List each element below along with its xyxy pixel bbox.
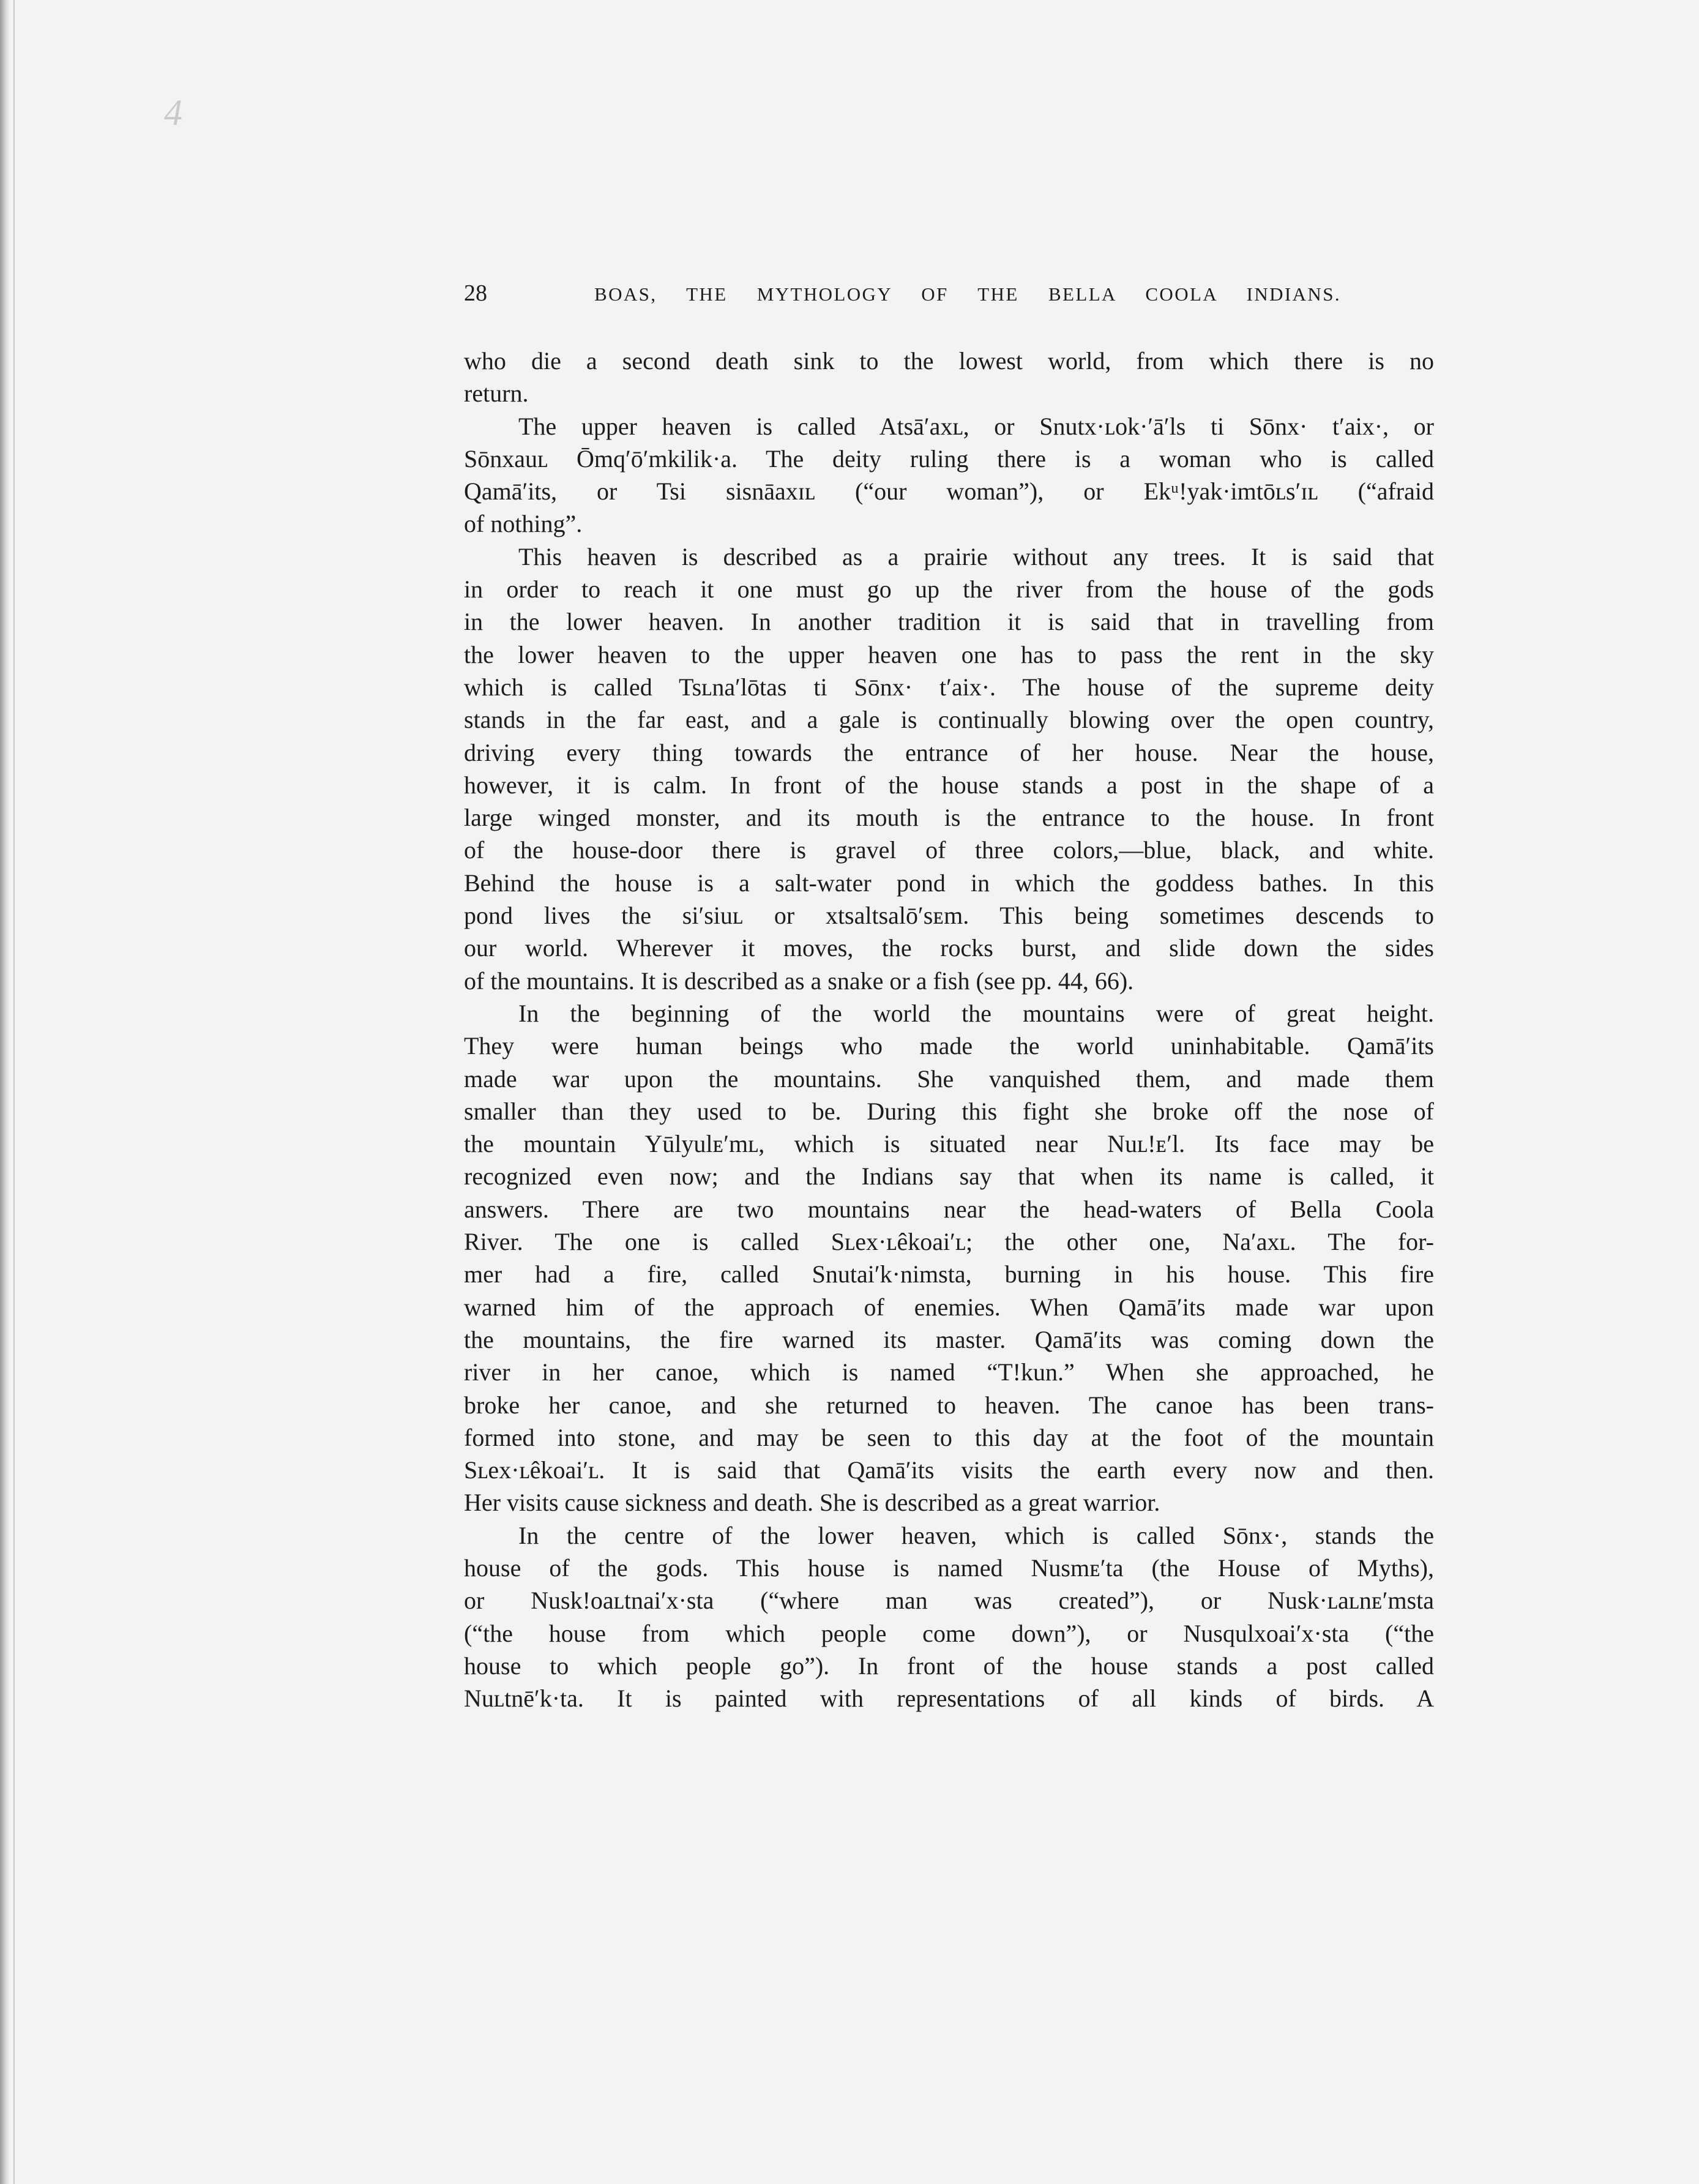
text-line: in order to reach it one must go up the river from the house of the gods [464,575,1434,604]
text-line: of the mountains. It is described as a snake or a fish (see pp. 44, 66). [464,967,1134,995]
scan-binding-line [13,0,15,2184]
running-head [464,279,1434,307]
text-line: broke her canoe, and she returned to heaven. The canoe has been trans- [464,1391,1434,1419]
text-line: Sʟex·ʟêkoai′ʟ. It is said that Qamā′its visits the earth every now and then. [464,1456,1434,1484]
text-line: of the house-door there is gravel of three colors,—blue, black, and white. [464,836,1434,864]
text-line: This heaven is described as a prairie without any trees. It is said that [518,542,1434,570]
text-line: return. [464,380,529,408]
text-line: river in her canoe, which is named “T!kun.” When she approached, he [464,1358,1434,1386]
text-line: the mountain Yūlyulᴇ′mʟ, which is situated near Nuʟ!ᴇ′l. Its face may be [464,1130,1434,1158]
text-line: warned him of the approach of enemies. When Qamā′its made war upon [464,1293,1434,1321]
text-line: Behind the house is a salt-water pond in which the goddess bathes. In this [464,869,1434,897]
text-line: recognized even now; and the Indians say that when its name is called, it [464,1162,1434,1191]
text-line: Qamā′its, or Tsi sisnāaxɪʟ (“our woman”), or Ekᵘ!yak·imtōʟs′ɪʟ (“afraid [464,477,1434,506]
text-line: River. The one is called Sʟex·ʟêkoai′ʟ; the other one, Na′axʟ. The for- [464,1228,1434,1256]
text-line: however, it is calm. In front of the house stands a post in the shape of a [464,771,1434,799]
text-line: which is called Tsʟna′lōtas ti Sōnx· t′aix·. The house of the supreme deity [464,673,1434,701]
text-line: The upper heaven is called Atsā′axʟ, or Snutx·ʟok·′ā′ls ti Sōnx· t′aix·, or [518,412,1434,440]
text-line: mer had a fire, called Snutai′k·nimsta, burning in his house. This fire [464,1260,1434,1288]
body-text [464,345,1434,1715]
text-line: large winged monster, and its mouth is the entrance to the house. In front [464,804,1434,832]
scan-page-edge [0,0,10,2184]
text-line: house to which people go”). In front of the house stands a post called [464,1651,1434,1680]
text-line: Sōnxauʟ Ōmq′ō′mkilik·a. The deity ruling there is a woman who is called [464,444,1434,473]
text-line: driving every thing towards the entrance of her house. Near the house, [464,738,1434,766]
text-line: in the lower heaven. In another tradition it is said that in travelling from [464,608,1434,636]
text-line: stands in the far east, and a gale is continually blowing over the open country, [464,706,1434,734]
text-line: (“the house from which people come down”), or Nusqulxoai′x·sta (“the [464,1619,1434,1647]
text-line: pond lives the si′siuʟ or xtsaltsalō′sᴇm. This being sometimes descends to [464,902,1434,930]
text-line: In the centre of the lower heaven, which is called Sōnx·, stands the [518,1521,1434,1549]
text-line: or Nusk!oaʟtnai′x·sta (“where man was created”), or Nusk·ʟaʟnᴇ′msta [464,1587,1434,1615]
text-line: house of the gods. This house is named Nusmᴇ′ta (the House of Myths), [464,1554,1434,1582]
text-line: the mountains, the fire warned its master. Qamā′its was coming down the [464,1325,1434,1353]
running-head-title: BOAS, THE MYTHOLOGY OF THE BELLA COOLA INDIANS. [594,283,1341,305]
text-line: answers. There are two mountains near the head-waters of Bella Coola [464,1195,1434,1223]
text-line: In the beginning of the world the mountains were of great height. [518,999,1434,1027]
page-number: 28 [464,280,487,306]
text-line: who die a second death sink to the lowest world, from which there is no [464,347,1434,375]
text-line: of nothing”. [464,510,583,538]
text-line: formed into stone, and may be seen to this day at the foot of the mountain [464,1423,1434,1451]
text-line: the lower heaven to the upper heaven one has to pass the rent in the sky [464,640,1434,668]
pencil-margin-mark: 4 [164,92,182,133]
text-line: They were human beings who made the world uninhabitable. Qamā′its [464,1032,1434,1060]
text-line: made war upon the mountains. She vanquished them, and made them [464,1064,1434,1093]
text-line: Her visits cause sickness and death. She is described as a great warrior. [464,1489,1160,1517]
text-line: Nuʟtnē′k·ta. It is painted with representations of all kinds of birds. A [464,1685,1434,1713]
text-line: our world. Wherever it moves, the rocks burst, and slide down the sides [464,934,1434,962]
text-line: smaller than they used to be. During this fight she broke off the nose of [464,1097,1434,1125]
